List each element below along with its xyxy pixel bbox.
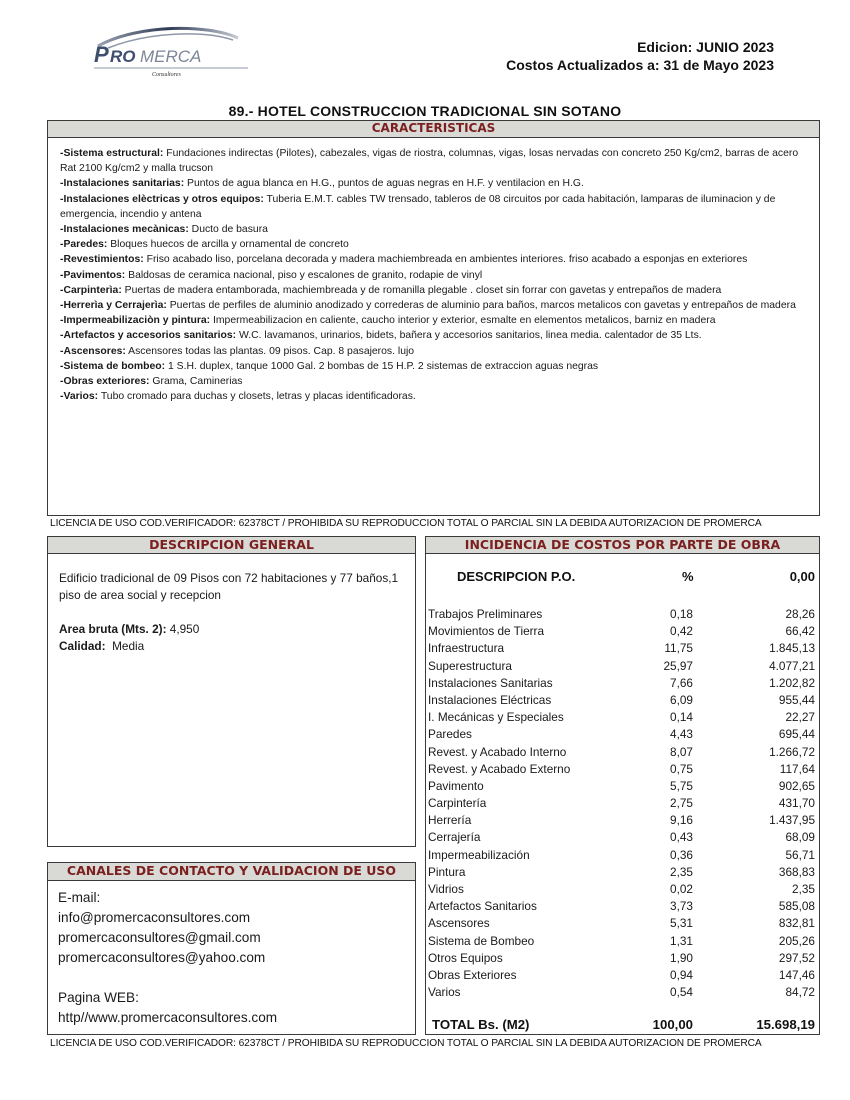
row-description: Varios: [428, 985, 461, 1000]
caracteristica-text: Puntos de agua blanca en H.G., puntos de aguas negras en H.F. y ventilacion en H.G.: [184, 178, 584, 190]
row-description: Impermeabilización: [428, 847, 530, 862]
row-percent: 9,16: [670, 813, 693, 828]
row-value: 585,08: [778, 899, 815, 914]
building-summary: Edificio tradicional de 09 Pisos con 72 habitaciones y 77 baños,1 piso de area social y recepcion: [59, 571, 399, 602]
caracteristica-text: Baldosas de ceramica nacional, piso y escalones de granito, rodapie de vinyl: [125, 269, 483, 281]
row-percent: 1,31: [670, 933, 693, 948]
caracteristica-item: [60, 328, 807, 343]
row-percent: 8,07: [670, 744, 693, 759]
caracteristica-item: [60, 344, 807, 359]
caracteristica-label: -Paredes:: [60, 239, 108, 251]
row-description: Infraestructura: [428, 641, 505, 656]
row-value: 84,72: [785, 985, 815, 1000]
caracteristica-label: -Impermeabilizaciòn y pintura:: [60, 315, 211, 327]
svg-text:Consultores: Consultores: [152, 72, 181, 78]
web-link[interactable]: http//www.promercaconsultores.com: [58, 1010, 278, 1025]
row-value: 832,81: [778, 916, 815, 931]
calidad-field: [59, 638, 404, 655]
row-description: Carpintería: [428, 796, 487, 811]
caracteristica-text: Puertas de perfiles de aluminio anodizado y correderas de aluminio para baños, marcos metalicos con gavetas y entrepaños de madera: [166, 300, 796, 312]
table-row: [426, 847, 819, 864]
incidencia-total-row: [426, 1016, 819, 1034]
row-description: Otros Equipos: [428, 950, 503, 965]
row-percent: 5,75: [670, 778, 693, 793]
caracteristica-item: [60, 389, 807, 404]
total-label: TOTAL Bs. (M2): [432, 1017, 530, 1032]
table-row: [426, 829, 819, 846]
row-description: Revest. y Acabado Externo: [428, 761, 571, 776]
table-row: [426, 864, 819, 881]
document-title: 89.- HOTEL CONSTRUCCION TRADICIONAL SIN SOTANO: [228, 103, 622, 119]
table-row: [426, 933, 819, 950]
row-percent: 0,43: [670, 830, 693, 845]
row-description: Artefactos Sanitarios: [428, 899, 537, 914]
caracteristica-text: Ascensores todas las plantas. 09 pisos. Cap. 8 pasajeros. lujo: [125, 345, 415, 357]
email-link-info[interactable]: info@promercaconsultores.com: [58, 910, 251, 925]
table-row: [426, 744, 819, 761]
caracteristica-item: [60, 268, 807, 283]
total-percent: 100,00: [652, 1017, 693, 1032]
contacto-heading: CANALES DE CONTACTO Y VALIDACION DE USO: [48, 863, 415, 881]
table-row: [426, 658, 819, 675]
caracteristica-label: -Carpinterìa:: [60, 284, 122, 296]
row-percent: 11,75: [664, 641, 693, 656]
incidencia-table-header: [426, 569, 819, 589]
caracteristica-text: Ducto de basura: [188, 224, 268, 236]
row-description: Sistema de Bombeo: [428, 933, 535, 948]
caracteristica-text: W.C. lavamanos, urinarios, bidets, bañera y accesorios sanitarios, linea media. calentador de 35 Lts.: [236, 330, 702, 342]
table-row: [426, 640, 819, 657]
row-percent: 0,14: [670, 710, 693, 725]
row-description: Ascensores: [428, 916, 490, 931]
email-link-gmail[interactable]: promercaconsultores@gmail.com: [58, 930, 261, 945]
caracteristica-label: -Revestimientos:: [60, 254, 144, 266]
caracteristica-label: -Ascensores:: [60, 345, 126, 357]
calidad-value: Media: [105, 639, 145, 653]
row-percent: 0,02: [670, 882, 693, 896]
web-label: Pagina WEB:: [58, 990, 139, 1005]
table-row: [426, 795, 819, 812]
caracteristica-text: 1 S.H. duplex, tanque 1000 Gal. 2 bombas de 15 H.P. 2 sistemas de extraccion aguas negras: [165, 360, 599, 372]
edition-label: Edicion: JUNIO 2023: [637, 39, 774, 55]
table-row: [426, 675, 819, 692]
caracteristicas-list: [48, 138, 819, 404]
email-label: E-mail:: [58, 890, 101, 905]
caracteristica-label: -Obras exteriores:: [60, 376, 150, 388]
table-row: [426, 692, 819, 709]
table-row: [426, 967, 819, 984]
row-description: Paredes: [428, 727, 472, 742]
caracteristicas-heading: CARACTERISTICAS: [48, 121, 819, 138]
row-percent: 6,09: [670, 692, 693, 707]
row-description: I. Mecánicas y Especiales: [428, 710, 564, 725]
costs-updated-label: Costos Actualizados a: 31 de Mayo 2023: [506, 57, 774, 73]
caracteristica-item: [60, 298, 807, 313]
row-value: 1.845,13: [769, 641, 815, 656]
row-percent: 0,75: [670, 761, 693, 776]
caracteristica-item: [60, 283, 807, 298]
row-value: 56,71: [785, 847, 815, 862]
row-value: 695,44: [778, 727, 815, 742]
caracteristica-item: [60, 313, 807, 328]
caracteristica-label: -Artefactos y accesorios sanitarios:: [60, 330, 237, 342]
row-value: 955,44: [778, 692, 815, 707]
caracteristica-label: -Herrerìa y Cerrajerìa:: [60, 300, 167, 312]
caracteristica-item: [60, 192, 807, 222]
caracteristica-text: Impermeabilizacion en caliente, caucho interior y exterior, esmalte en elementos metalicos, barniz en madera: [210, 315, 716, 327]
svg-text:MERCA: MERCA: [140, 47, 202, 66]
incidencia-table-body: [426, 606, 819, 1001]
row-percent: 2,35: [670, 864, 693, 879]
row-value: 22,27: [785, 710, 815, 725]
incidencia-costos-panel: [425, 536, 820, 1035]
calidad-label: Calidad:: [59, 639, 106, 653]
row-value: 4.077,21: [769, 658, 815, 673]
caracteristica-item: [60, 237, 807, 252]
row-description: Pavimento: [428, 778, 484, 793]
row-value: 2,35: [792, 882, 815, 896]
table-row: [426, 984, 819, 1001]
table-row: [426, 881, 819, 898]
caracteristica-item: [60, 359, 807, 374]
column-header-descripcion: DESCRIPCION P.O.: [457, 569, 576, 584]
license-notice-top: LICENCIA DE USO COD.VERIFICADOR: 62378CT / PROHIBIDA SU REPRODUCCION TOTAL O PARCIAL SIN LA DEBIDA AUTORIZACION DE PROMERCA: [50, 518, 762, 529]
caracteristica-item: [60, 146, 807, 176]
table-row: [426, 726, 819, 743]
incidencia-heading: INCIDENCIA DE COSTOS POR PARTE DE OBRA: [426, 537, 819, 554]
table-row: [426, 898, 819, 915]
row-percent: 0,36: [670, 847, 693, 862]
row-percent: 2,75: [670, 796, 693, 811]
row-percent: 1,90: [670, 950, 693, 965]
caracteristica-text: Tubo cromado para duchas y closets, letras y placas identificadoras.: [98, 391, 416, 403]
row-description: Revest. y Acabado Interno: [428, 744, 567, 759]
row-description: Instalaciones Eléctricas: [428, 692, 552, 707]
row-description: Instalaciones Sanitarias: [428, 675, 553, 690]
row-value: 147,46: [778, 967, 815, 982]
caracteristica-item: [60, 222, 807, 237]
caracteristica-text: Grama, Caminerias: [149, 376, 243, 388]
caracteristica-text: Bloques huecos de arcilla y ornamental de concreto: [107, 239, 349, 251]
row-description: Obras Exteriores: [428, 967, 517, 982]
caracteristica-label: -Pavimentos:: [60, 269, 126, 281]
table-row: [426, 623, 819, 640]
row-description: Herrería: [428, 813, 472, 828]
caracteristica-item: [60, 252, 807, 267]
total-value: 15.698,19: [756, 1017, 815, 1032]
row-value: 368,83: [778, 864, 815, 879]
caracteristica-label: -Instalaciones mecànicas:: [60, 224, 189, 236]
table-row: [426, 778, 819, 795]
row-value: 1.202,82: [769, 675, 815, 690]
row-description: Trabajos Preliminares: [428, 607, 543, 621]
caracteristica-label: -Instalaciones elèctricas y otros equipos:: [60, 193, 264, 205]
caracteristica-label: -Instalaciones sanitarias:: [60, 178, 185, 190]
logo-swoosh-icon: [88, 24, 258, 80]
table-row: [426, 812, 819, 829]
caracteristicas-panel: [47, 120, 820, 516]
row-percent: 0,54: [670, 985, 693, 1000]
area-bruta-label: Area bruta (Mts. 2):: [59, 622, 167, 636]
caracteristica-text: Puertas de madera entamborada, machiembreada y de romanilla plegable . closet sin forrar con gavetas y entrepaños de madera: [121, 284, 722, 296]
table-row: [426, 950, 819, 967]
row-description: Vidrios: [428, 882, 464, 896]
row-percent: 25,97: [663, 658, 693, 673]
row-value: 1.437,95: [769, 813, 815, 828]
row-value: 117,64: [779, 761, 815, 776]
table-row: [426, 915, 819, 932]
row-value: 68,09: [785, 830, 815, 845]
caracteristica-item: [60, 374, 807, 389]
row-value: 28,26: [785, 607, 815, 621]
area-bruta-value: 4,950: [166, 622, 200, 636]
row-percent: 4,43: [670, 727, 693, 742]
row-description: Pintura: [428, 864, 466, 879]
row-value: 902,65: [778, 778, 815, 793]
row-description: Movimientos de Tierra: [428, 624, 545, 639]
table-row: [426, 761, 819, 778]
row-percent: 0,94: [670, 967, 693, 982]
row-percent: 0,42: [670, 624, 693, 639]
email-link-yahoo[interactable]: promercaconsultores@yahoo.com: [58, 950, 266, 965]
row-value: 66,42: [785, 624, 815, 639]
descripcion-general-heading: DESCRIPCION GENERAL: [48, 537, 415, 554]
caracteristica-label: -Sistema de bombeo:: [60, 360, 166, 372]
promerca-logo: [88, 24, 258, 80]
license-notice-bottom: LICENCIA DE USO COD.VERIFICADOR: 62378CT / PROHIBIDA SU REPRODUCCION TOTAL O PARCIAL SIN LA DEBIDA AUTORIZACION DE PROMERCA: [50, 1038, 762, 1049]
row-percent: 5,31: [670, 916, 693, 931]
row-value: 205,26: [778, 933, 815, 948]
caracteristica-label: -Sistema estructural:: [60, 148, 164, 159]
row-percent: 7,66: [670, 675, 693, 690]
row-percent: 0,18: [670, 607, 693, 621]
svg-text:P: P: [94, 42, 109, 67]
table-row: [426, 606, 819, 623]
descripcion-general-panel: [47, 536, 416, 847]
caracteristica-item: [60, 176, 807, 191]
edition-info: [506, 38, 774, 74]
caracteristica-text: Friso acabado liso, porcelana decorada y madera machiembreada en ambientes interiores. friso acabado a esponjas en exteriores: [143, 254, 748, 266]
svg-text:RO: RO: [110, 47, 136, 66]
table-row: [426, 709, 819, 726]
row-description: Superestructura: [428, 658, 512, 673]
caracteristica-text: Fundaciones indirectas (Pilotes), cabezales, vigas de riostra, columnas, vigas, losas nervadas con concreto 250 Kg/cm2, barras de acero Rat 2100 Kg/cm2 y malla trucson: [60, 148, 799, 175]
area-bruta-field: [59, 621, 404, 638]
row-description: Cerrajería: [428, 830, 481, 845]
column-header-value: 0,00: [789, 569, 815, 584]
row-percent: 3,73: [670, 899, 693, 914]
contacto-panel: [47, 862, 416, 1035]
caracteristica-text: Tuberia E.M.T. cables TW trensado, tableros de 08 circuitos por cada habitación, lamparas de iluminacion y de emergencia, incendio y antena: [60, 193, 776, 220]
row-value: 431,70: [778, 796, 815, 811]
caracteristica-label: -Varios:: [60, 391, 99, 403]
column-header-percent: %: [682, 569, 694, 584]
row-value: 297,52: [778, 950, 815, 965]
row-value: 1.266,72: [769, 744, 815, 759]
